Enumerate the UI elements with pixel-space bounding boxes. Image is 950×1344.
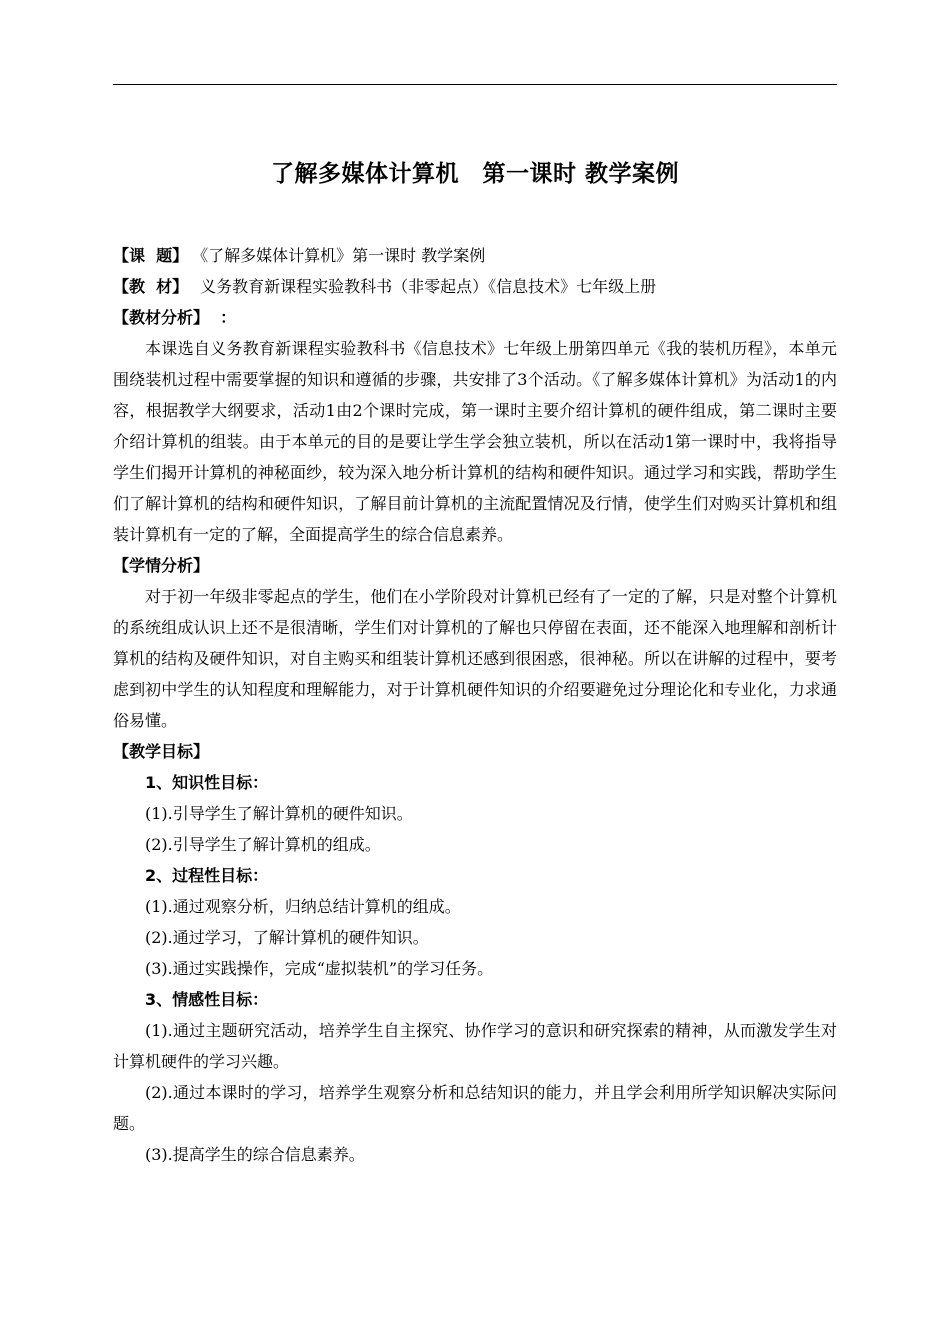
emotion-goal-item: (2).通过本课时的学习，培养学生观察分析和总结知识的能力，并且学会利用所学知识解决实际问题。 bbox=[113, 1083, 837, 1133]
textbook-field bbox=[113, 271, 837, 302]
textbook-value: 义务教育新课程实验教科书（非零起点）《信息技术》七年级上册 bbox=[200, 277, 657, 296]
analysis-heading: 【教材分析】 ： bbox=[113, 308, 237, 327]
page-title: 了解多媒体计算机 第一课时 教学案例 bbox=[270, 161, 679, 187]
emotion-goal-item: (1).通过主题研究活动，培养学生自主探究、协作学习的意识和研究探索的精神，从而激发学生对计算机硬件的学习兴趣。 bbox=[113, 1021, 837, 1071]
topic-label: 【课 题】 bbox=[113, 246, 189, 265]
emotion-goal-item: (3).提高学生的综合信息素养。 bbox=[145, 1145, 365, 1164]
textbook-label: 【教 材】 bbox=[113, 277, 189, 296]
process-goal-item: (1).通过观察分析，归纳总结计算机的组成。 bbox=[145, 897, 461, 916]
topic-field bbox=[113, 240, 837, 271]
student-analysis-heading: 【学情分析】 bbox=[113, 556, 210, 575]
knowledge-goal-item: (1).引导学生了解计算机的硬件知识。 bbox=[145, 804, 413, 823]
header-rule bbox=[113, 84, 837, 85]
process-goal-item: (3).通过实践操作，完成“虚拟装机”的学习任务。 bbox=[145, 959, 494, 978]
document-body bbox=[113, 150, 837, 1170]
student-analysis-paragraph: 对于初一年级非零起点的学生，他们在小学阶段对计算机已经有了一定的了解，只是对整个计算机的系统组成认识上还不是很清晰，学生们对计算机的了解也只停留在表面，还不能深入地理解和剖析计算机的结构及硬件知识，对自主购买和组装计算机还感到很困惑，很神秘。所以在讲解的过程中，要考虑到初中学生的认知程度和理解能力，对于计算机硬件知识的介绍要避免过分理论化和专业化，力求通俗易懂。 bbox=[113, 587, 837, 730]
process-goal-item: (2).通过学习，了解计算机的硬件知识。 bbox=[145, 928, 429, 947]
knowledge-goals-heading: 1、知识性目标： bbox=[145, 773, 269, 792]
analysis-paragraph: 本课选自义务教育新课程实验教科书《信息技术》七年级上册第四单元《我的装机历程》，本单元围绕装机过程中需要掌握的知识和遵循的步骤，共安排了3个活动。《了解多媒体计算机》为活动1的内容，根据教学大纲要求，活动1由2个课时完成，第一课时主要介绍计算机的硬件组成，第二课时主要介绍计算机的组装。由于本单元的目的是要让学生学会独立装机，所以在活动1第一课时中，我将指导学生们揭开计算机的神秘面纱，较为深入地分析计算机的结构和硬件知识。通过学习和实践，帮助学生们了解计算机的结构和硬件知识，了解目前计算机的主流配置情况及行情，使学生们对购买计算机和组装计算机有一定的了解，全面提高学生的综合信息素养。 bbox=[113, 339, 837, 544]
knowledge-goal-item: (2).引导学生了解计算机的组成。 bbox=[145, 835, 381, 854]
topic-value: 《了解多媒体计算机》第一课时 教学案例 bbox=[200, 246, 486, 265]
process-goals-heading: 2、过程性目标： bbox=[145, 866, 269, 885]
teaching-goals-heading: 【教学目标】 bbox=[113, 742, 210, 761]
emotion-goals-heading: 3、情感性目标： bbox=[145, 990, 269, 1009]
